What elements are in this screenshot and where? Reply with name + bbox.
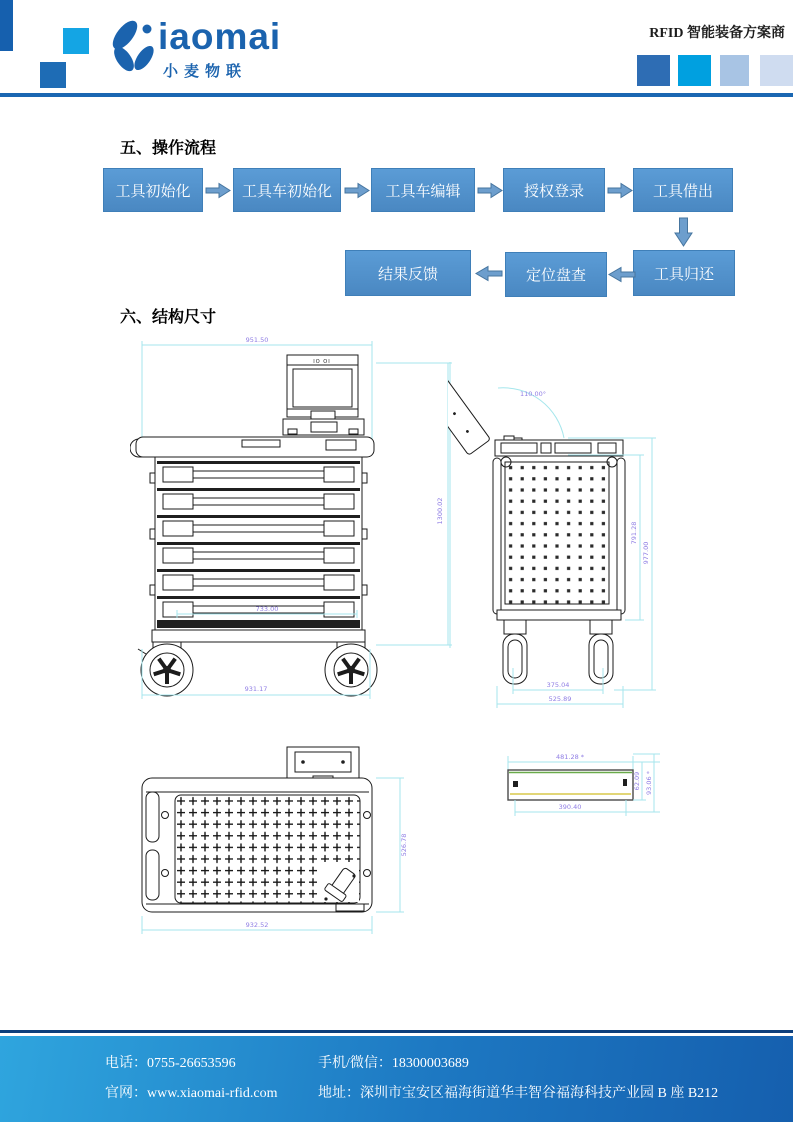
caster-wheel-side <box>589 620 613 684</box>
arrow-left-icon <box>608 266 636 283</box>
dimension-height <box>376 363 452 645</box>
flow-step-locate-check: 定位盘查 <box>505 252 607 297</box>
side-body <box>493 458 625 620</box>
top-view-drawing <box>126 736 441 946</box>
svg-text:390.40: 390.40 <box>558 803 582 811</box>
cart-top-surface <box>142 778 372 912</box>
svg-text:791.28: 791.28 <box>630 521 638 545</box>
dimension-part-top-width <box>508 753 633 770</box>
svg-text:375.04: 375.04 <box>546 681 570 689</box>
svg-text:110.00°: 110.00° <box>520 390 546 398</box>
tag-square-4 <box>760 55 793 86</box>
svg-text:IO OI: IO OI <box>313 359 331 365</box>
footer <box>0 1036 793 1122</box>
caster-wheel-side <box>503 620 527 684</box>
arrow-right-icon <box>477 182 503 199</box>
svg-text:977.00: 977.00 <box>642 541 650 565</box>
flow-step-tool-borrow: 工具借出 <box>633 168 733 212</box>
flow-step-tool-init: 工具初始化 <box>103 168 203 212</box>
dimension-top-overall-depth <box>376 778 408 912</box>
decor-square-blue <box>40 62 66 88</box>
mobile-value: 18300003689 <box>391 1056 469 1071</box>
footer-phone <box>105 1052 236 1072</box>
phone-label: 电话： <box>105 1056 147 1071</box>
tagline-squares <box>637 55 793 86</box>
svg-text:951.50: 951.50 <box>245 336 269 344</box>
caster-wheel <box>138 642 193 696</box>
phone-value: 0755-26653596 <box>147 1056 236 1071</box>
decor-bar-blue <box>0 0 13 51</box>
header-tagline: RFID 智能装备方案商 <box>649 26 785 41</box>
caster-wheel <box>325 642 377 696</box>
part-drawing <box>488 736 673 828</box>
tag-square-1 <box>637 55 670 86</box>
svg-text:1300.02: 1300.02 <box>436 497 444 525</box>
dimension-overall-depth <box>497 686 623 708</box>
svg-text:932.52: 932.52 <box>245 921 269 929</box>
footer-divider <box>0 1030 793 1033</box>
dimension-part-bottom-width <box>515 800 626 816</box>
flow-step-cart-edit: 工具车编辑 <box>371 168 475 212</box>
tag-square-3 <box>720 55 749 86</box>
decor-square-cyan <box>63 28 89 54</box>
section-title-flow: 五、操作流程 <box>120 140 217 157</box>
arrow-left-icon <box>475 265 503 282</box>
brand-subtext: 小麦物联 <box>163 63 248 80</box>
arrow-down-icon <box>674 217 693 247</box>
monitor <box>283 355 364 435</box>
svg-text:931.17: 931.17 <box>244 685 268 693</box>
panel-part-body <box>508 770 633 800</box>
website-label: 官网： <box>105 1086 147 1101</box>
cart-tabletop <box>130 437 374 457</box>
footer-address <box>318 1082 718 1102</box>
arrow-right-icon <box>607 182 633 199</box>
website-value: www.xiaomai-rfid.com <box>147 1086 278 1101</box>
header-divider <box>0 93 793 97</box>
mobile-label: 手机/微信： <box>318 1056 392 1071</box>
svg-text:525.89: 525.89 <box>548 695 572 703</box>
svg-text:93.06 *: 93.06 * <box>645 771 653 795</box>
svg-text:733.00: 733.00 <box>255 605 279 613</box>
svg-text:526.78: 526.78 <box>400 833 408 857</box>
company-logo <box>108 16 288 86</box>
arrow-right-icon <box>344 182 370 199</box>
tag-square-2 <box>678 55 711 86</box>
flow-step-auth-login: 授权登录 <box>503 168 605 212</box>
dimension-lid-angle <box>498 388 564 438</box>
section-title-structure: 六、结构尺寸 <box>120 309 217 326</box>
flow-step-result-feedback: 结果反馈 <box>345 250 471 296</box>
footer-website <box>105 1082 278 1102</box>
front-view-drawing <box>130 333 460 705</box>
svg-text:481.28 *: 481.28 * <box>555 753 585 761</box>
address-value: 深圳市宝安区福海街道华丰智谷福海科技产业园 B 座 B212 <box>360 1086 719 1101</box>
footer-mobile <box>318 1052 469 1072</box>
brand-name: iaomai <box>158 16 282 57</box>
address-label: 地址： <box>318 1086 360 1101</box>
dimension-top-overall-width <box>142 916 372 934</box>
flow-step-cart-init: 工具车初始化 <box>233 168 341 212</box>
side-view-drawing <box>448 348 673 713</box>
flow-step-tool-return: 工具归还 <box>633 250 735 296</box>
svg-text:62.09: 62.09 <box>633 771 641 791</box>
arrow-right-icon <box>205 182 231 199</box>
logo-k-icon <box>108 18 160 74</box>
